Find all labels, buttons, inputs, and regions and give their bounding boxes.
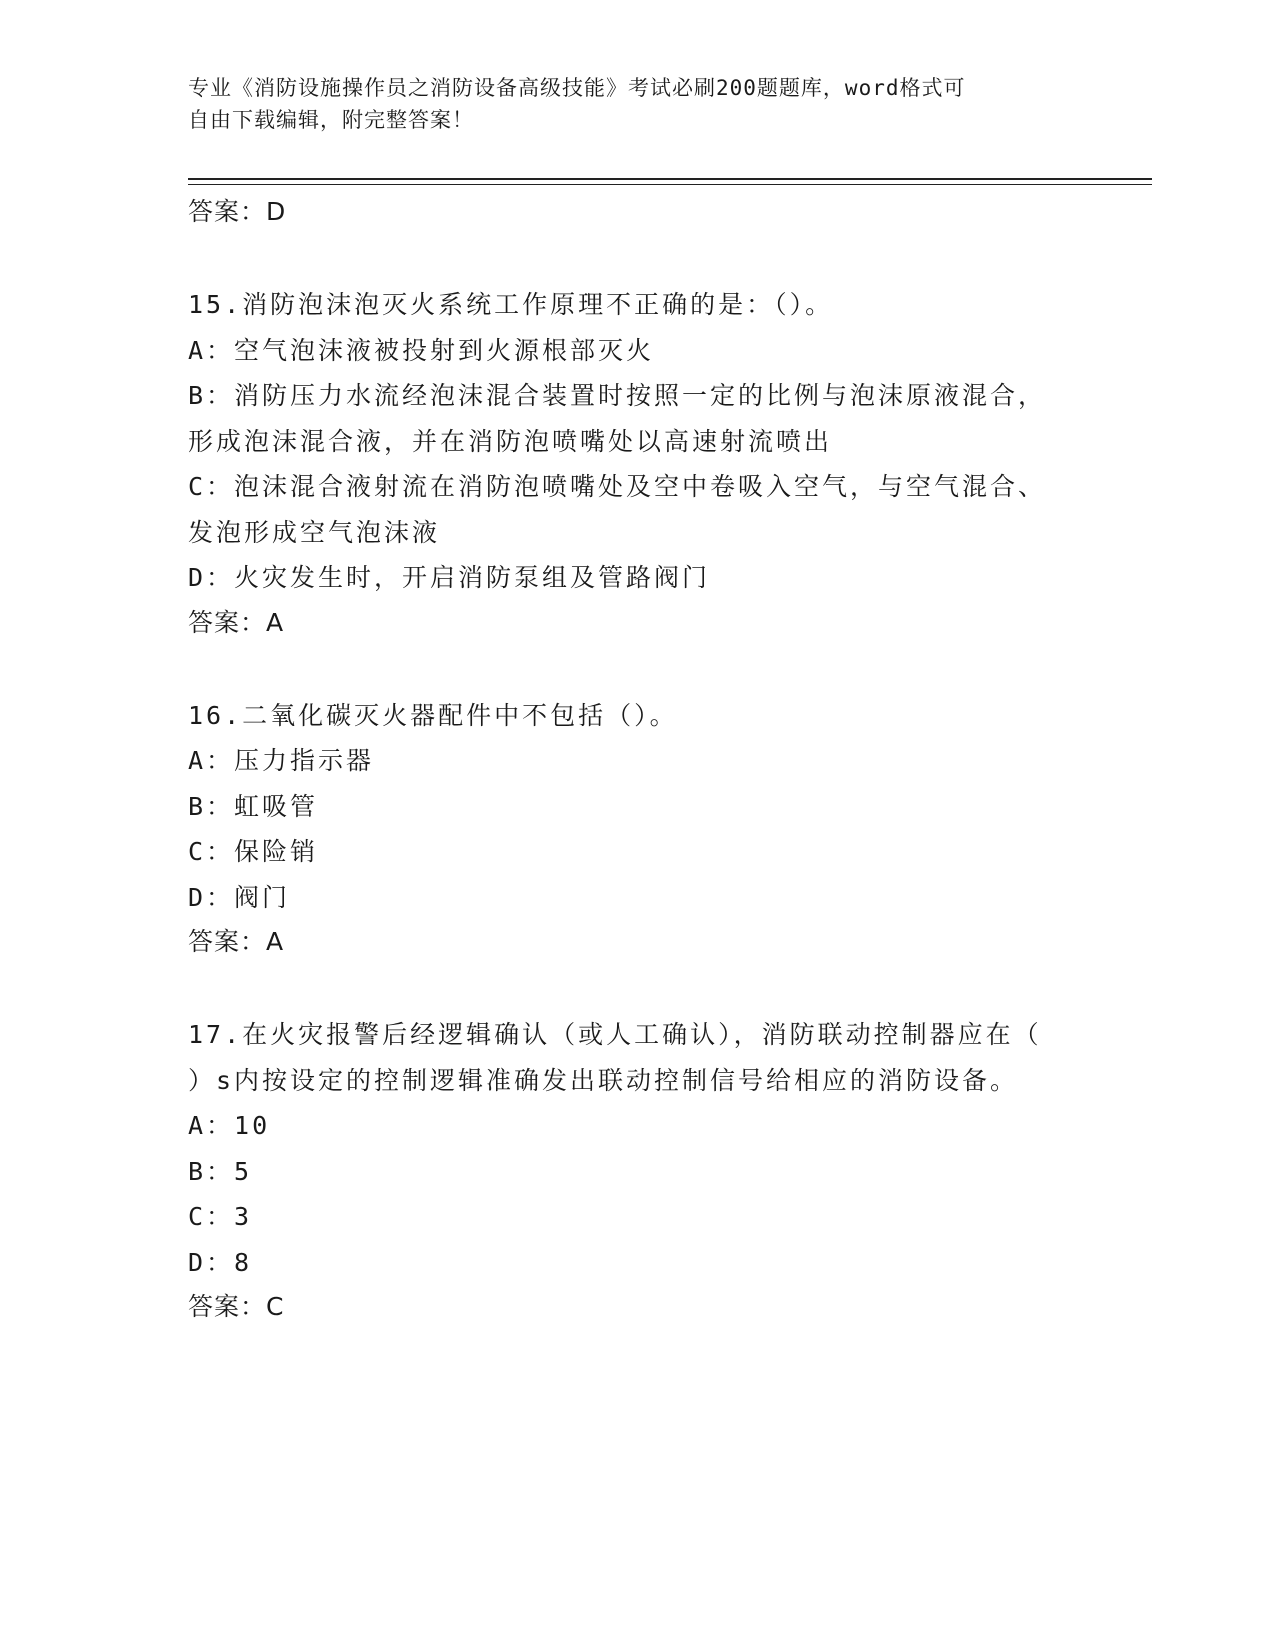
option-b: B：消防压力水流经泡沫混合装置时按照一定的比例与泡沫原液混合， — [188, 381, 1047, 410]
option-c-continued: 发泡形成空气泡沫液 — [188, 517, 441, 547]
header-divider — [188, 178, 1152, 185]
option-d: D：火灾发生时，开启消防泵组及管路阀门 — [188, 563, 711, 592]
option-a: A：10 — [188, 1111, 271, 1140]
question-stem: 17.在火灾报警后经逻辑确认（或人工确认），消防联动控制器应在（ — [188, 1020, 1042, 1049]
question-stem: 15.消防泡沫泡灭火系统工作原理不正确的是：（）。 — [188, 290, 834, 319]
option-d: D：阀门 — [188, 882, 291, 912]
answer-line: 答案：C — [188, 1292, 285, 1321]
option-d: D：8 — [188, 1247, 253, 1277]
option-a: A：空气泡沫液被投射到火源根部灭火 — [188, 335, 655, 365]
answer-line: 答案：A — [188, 607, 285, 637]
option-c: C：保险销 — [188, 837, 319, 866]
option-c: C：3 — [188, 1202, 253, 1231]
question-list — [188, 190, 1088, 1329]
answer-line: 答案：D — [188, 197, 287, 226]
header-line-1: 专业《消防设施操作员之消防设备高级技能》考试必刷200题题库，word格式可 — [188, 76, 966, 100]
option-b: B：虹吸管 — [188, 791, 319, 821]
question-block — [188, 693, 1088, 965]
option-b-continued: 形成泡沫混合液，并在消防泡喷嘴处以高速射流喷出 — [188, 426, 833, 456]
question-block — [188, 1012, 1088, 1329]
page-header — [188, 72, 1068, 136]
header-line-2: 自由下载编辑，附完整答案！ — [188, 108, 474, 132]
option-b: B：5 — [188, 1156, 253, 1186]
option-a: A：压力指示器 — [188, 746, 375, 775]
question-stem: 16.二氧化碳灭火器配件中不包括（）。 — [188, 700, 678, 730]
question-stem-continued: ）s内按设定的控制逻辑准确发出联动控制信号给相应的消防设备。 — [188, 1065, 1019, 1095]
option-c: C：泡沫混合液射流在消防泡喷嘴处及空中卷吸入空气，与空气混合、 — [188, 472, 1047, 501]
answer-line: 答案：A — [188, 927, 285, 956]
question-block — [188, 282, 1088, 645]
